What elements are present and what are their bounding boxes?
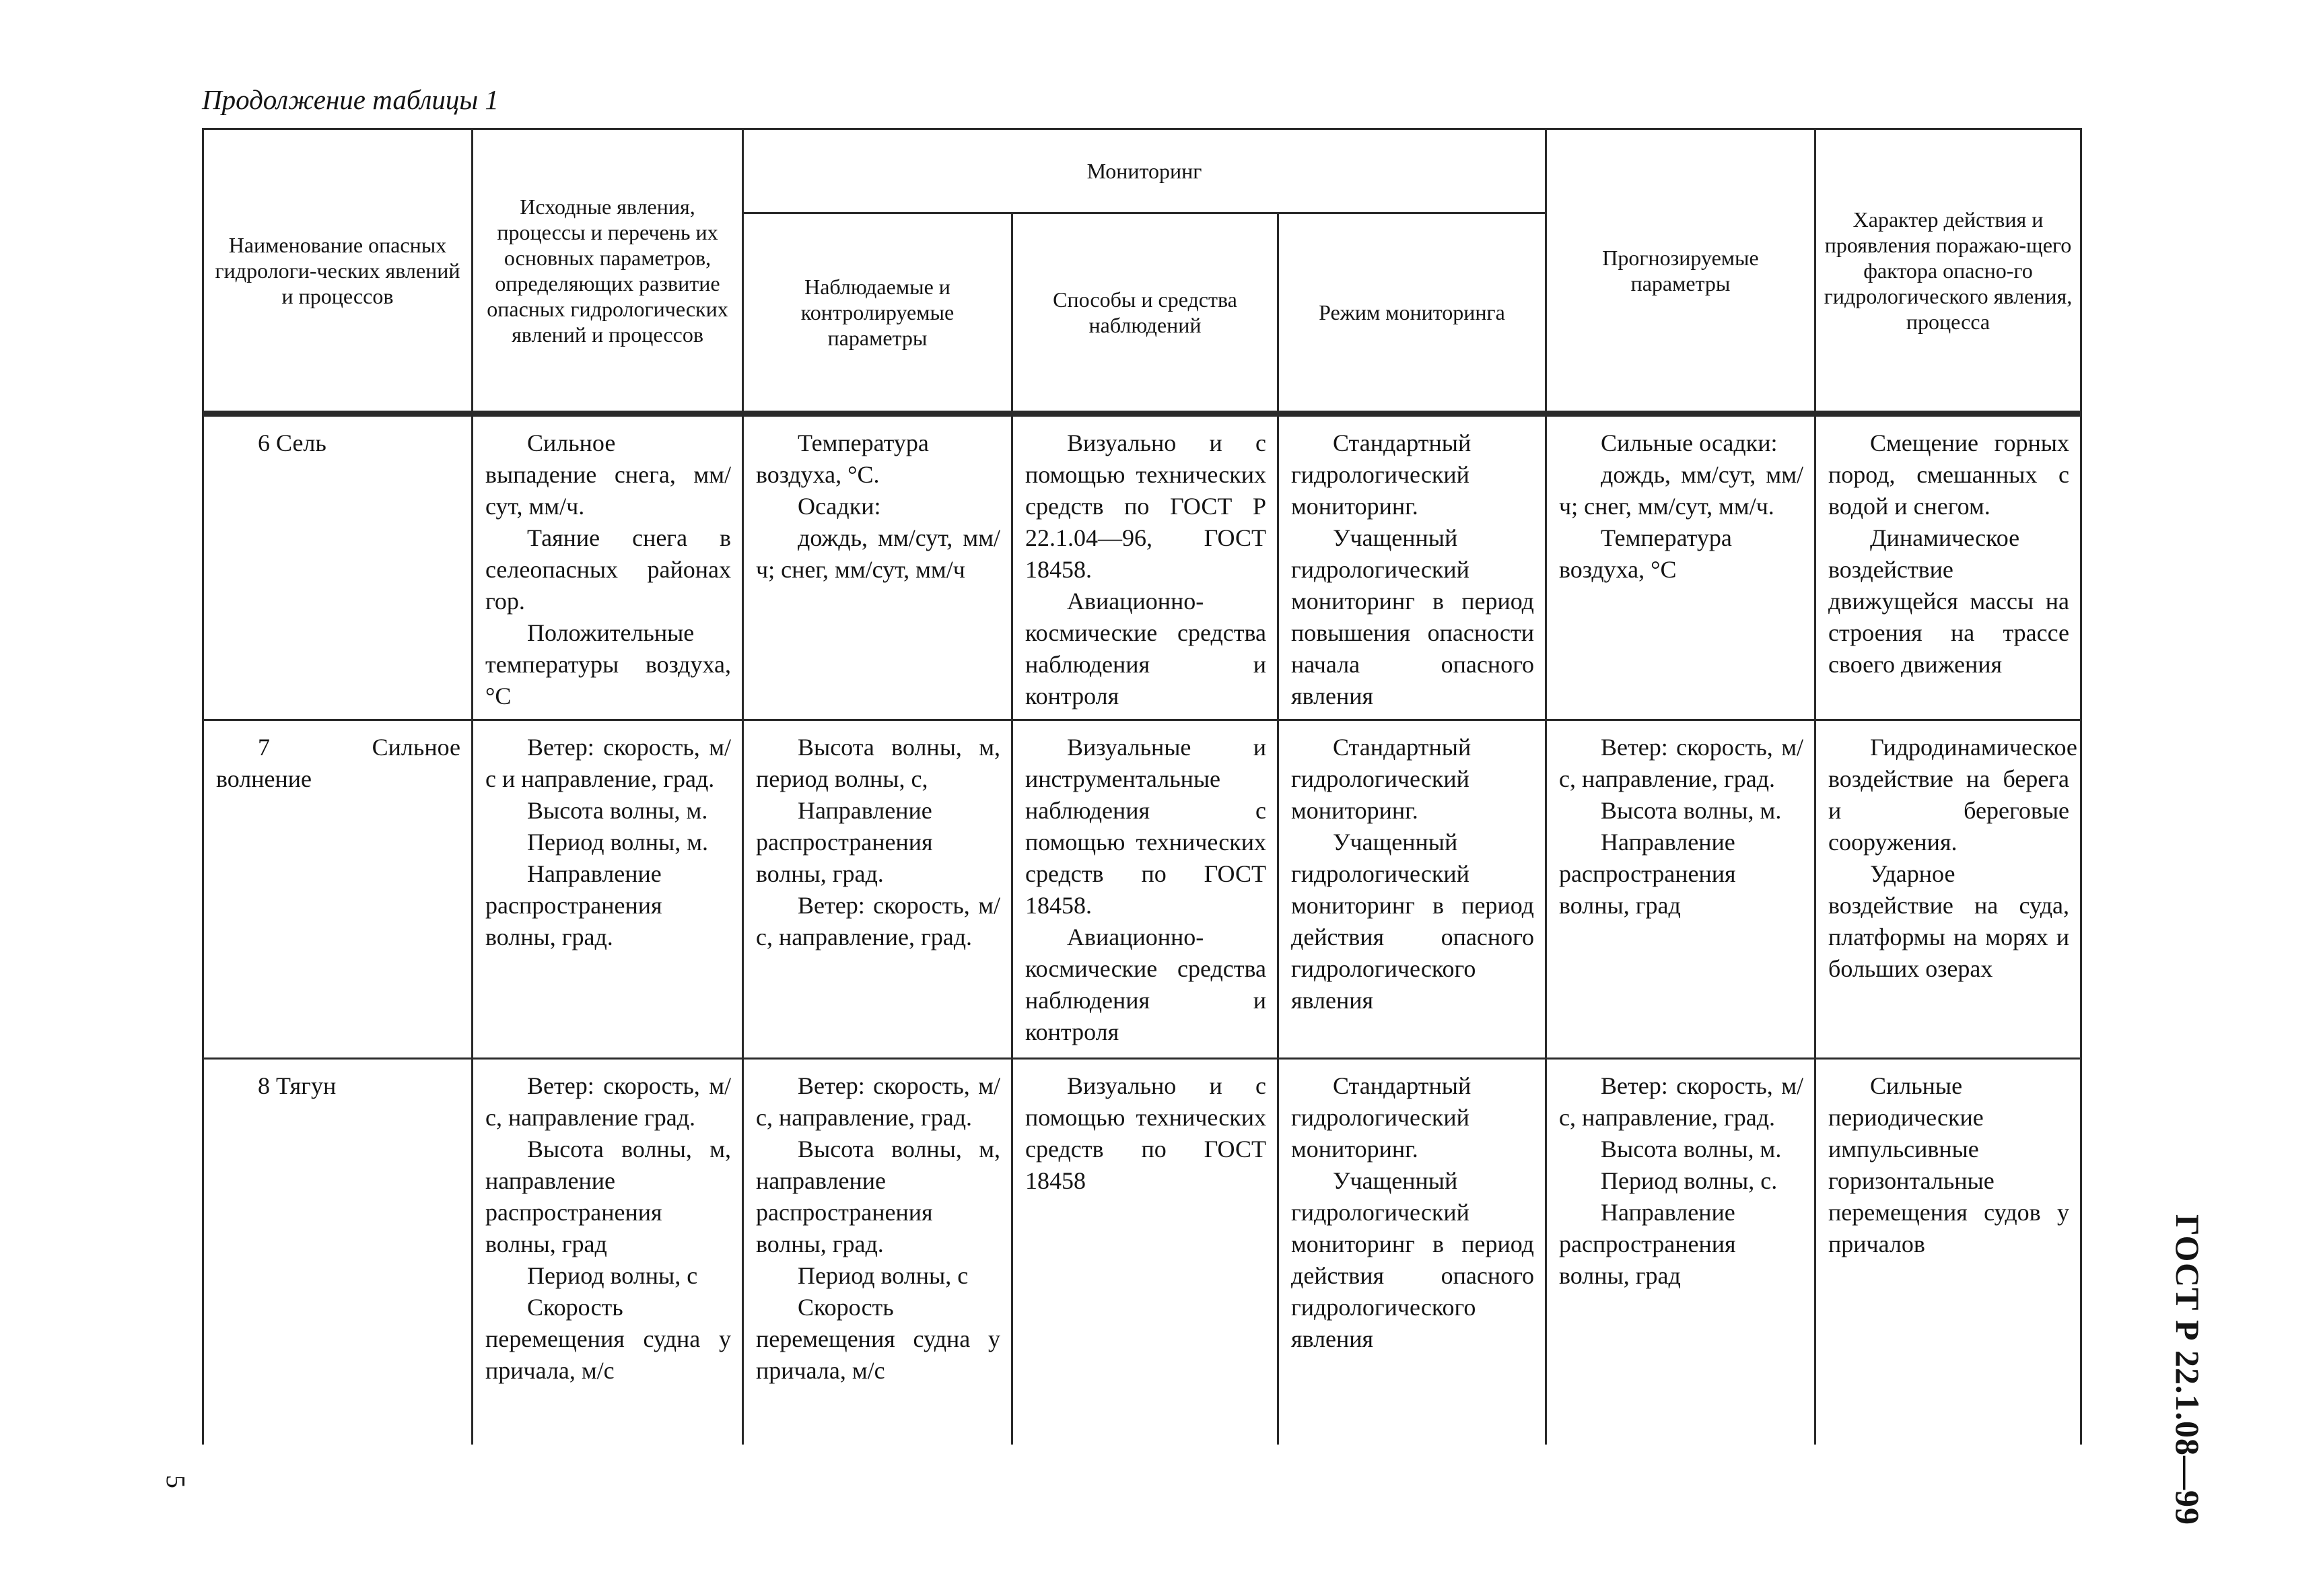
cell-paragraph: Период волны, с: [527, 1262, 698, 1289]
header-mode: Режим мониторинга: [1278, 213, 1546, 413]
cell-paragraph: Ударное воздействие на суда, платформы на морях и больших озерах: [1828, 860, 2069, 982]
cell-paragraph: Направление распространения волны, град: [1559, 1199, 1736, 1289]
cell-paragraph: Гидродинамическое воздействие на берега и береговые сооружения.: [1828, 734, 2077, 856]
table-row: [203, 720, 2081, 1059]
cell-paragraph: Ветер: скорость, м/с, направление град.: [485, 1072, 731, 1131]
hazard-name: 7 Сильное волнение: [216, 734, 460, 792]
cell-paragraph: Ветер: скорость, м/с, направление, град.: [756, 1072, 1000, 1131]
header-initial: Исходные явления, процессы и перечень их основных параметров, определяющих развитие опасных гидрологических явлений и процессов: [473, 129, 743, 413]
table-row: [203, 1059, 2081, 1445]
cell-paragraph: Высота волны, м, направление распространения волны, град.: [756, 1136, 1000, 1257]
cell-paragraph: Ветер: скорость, м/с, направление, град.: [1559, 734, 1803, 792]
cell-paragraph: Визуально и с помощью технических средств по ГОСТ 18458: [1025, 1072, 1266, 1194]
cell-paragraph: Направление распространения волны, град.: [485, 860, 662, 950]
cell-name: [203, 720, 473, 1059]
cell-paragraph: Стандартный гидрологический мониторинг.: [1291, 1072, 1471, 1163]
cell-paragraph: Высота волны, м.: [1601, 1136, 1782, 1163]
cell-paragraph: Положительные температуры воздуха, °С: [485, 619, 731, 709]
cell-paragraph: Учащенный гидрологический мониторинг в период действия опасного гидрологического явления: [1291, 1167, 1534, 1352]
cell-paragraph: Осадки:: [798, 493, 881, 520]
cell-paragraph: Стандартный гидрологический мониторинг.: [1291, 734, 1471, 824]
cell-initial: [473, 1059, 743, 1445]
cell-paragraph: Температура воздуха, °С.: [756, 429, 929, 488]
cell-paragraph: Высота волны, м, направление распространения волны, град: [485, 1136, 731, 1257]
cell-paragraph: дождь, мм/сут, мм/ч; снег, мм/сут, мм/ч: [756, 524, 1000, 583]
cell-observed: [743, 416, 1012, 720]
cell-observed: [743, 720, 1012, 1059]
monitoring-table: [202, 128, 2082, 1445]
cell-mode: [1278, 720, 1546, 1059]
cell-paragraph: Визуально и с помощью технических средств по ГОСТ Р 22.1.04—96, ГОСТ 18458.: [1025, 429, 1266, 583]
cell-forecast: [1546, 416, 1815, 720]
cell-paragraph: Высота волны, м, период волны, с,: [756, 734, 1000, 792]
cell-paragraph: Высота волны, м.: [1601, 797, 1782, 824]
cell-methods: [1012, 1059, 1278, 1445]
table-caption: Продолжение таблицы 1: [202, 84, 499, 115]
cell-paragraph: Учащенный гидрологический мониторинг в период повышения опасности начала опасного явления: [1291, 524, 1534, 709]
cell-paragraph: дождь, мм/сут, мм/ч; снег, мм/сут, мм/ч.: [1559, 461, 1803, 520]
cell-name: [203, 416, 473, 720]
cell-initial: [473, 416, 743, 720]
cell-paragraph: Таяние снега в селеопасных районах гор.: [485, 524, 731, 615]
cell-paragraph: Сильное выпадение снега, мм/сут, мм/ч.: [485, 429, 731, 520]
cell-impact: [1815, 1059, 2081, 1445]
cell-initial: [473, 720, 743, 1059]
cell-paragraph: Высота волны, м.: [527, 797, 708, 824]
cell-paragraph: Период волны, с.: [1601, 1167, 1778, 1194]
cell-impact: [1815, 416, 2081, 720]
cell-paragraph: Авиационно-космические средства наблюдения и контроля: [1025, 588, 1266, 709]
cell-paragraph: Период волны, м.: [527, 829, 708, 856]
cell-paragraph: Визуальные и инструментальные наблюдения с помощью технических средств по ГОСТ 18458.: [1025, 734, 1266, 919]
cell-forecast: [1546, 720, 1815, 1059]
header-forecast: Прогнозируемые параметры: [1546, 129, 1815, 413]
cell-paragraph: Скорость перемещения судна у причала, м/с: [485, 1294, 731, 1384]
cell-paragraph: Ветер: скорость, м/с, направление, град.: [756, 892, 1000, 950]
cell-paragraph: Сильные периодические импульсивные горизонтальные перемещения судов у причалов: [1828, 1072, 2069, 1257]
cell-name: [203, 1059, 473, 1445]
cell-forecast: [1546, 1059, 1815, 1445]
page-number-text: 5: [160, 1475, 191, 1488]
cell-paragraph: Температура воздуха, °С: [1559, 524, 1732, 583]
document-code-text: ГОСТ Р 22.1.08—99: [2169, 1214, 2207, 1526]
hazard-name: 8 Тягун: [258, 1072, 337, 1099]
header-observed: Наблюдаемые и контролируемые параметры: [743, 213, 1012, 413]
header-methods: Способы и средства наблюдений: [1012, 213, 1278, 413]
cell-paragraph: Направление распространения волны, град.: [756, 797, 933, 887]
cell-paragraph: Направление распространения волны, град: [1559, 829, 1736, 919]
header-impact: Характер действия и проявления поражаю-щего фактора опасно-го гидрологического явления, процесса: [1815, 129, 2081, 413]
page-number: [159, 1465, 193, 1498]
header-name: Наименование опасных гидрологи-ческих явлений и процессов: [203, 129, 473, 413]
cell-paragraph: Сильные осадки:: [1601, 429, 1778, 456]
cell-paragraph: Смещение горных пород, смешанных с водой и снегом.: [1828, 429, 2069, 520]
table-row: [203, 416, 2081, 720]
cell-methods: [1012, 720, 1278, 1059]
hazard-name: 6 Сель: [258, 429, 326, 456]
cell-impact: [1815, 720, 2081, 1059]
cell-mode: [1278, 416, 1546, 720]
document-code: [2164, 1214, 2211, 1526]
cell-paragraph: Скорость перемещения судна у причала, м/с: [756, 1294, 1000, 1384]
header-monitoring: Мониторинг: [743, 129, 1546, 213]
cell-paragraph: Стандартный гидрологический мониторинг.: [1291, 429, 1471, 520]
cell-paragraph: Ветер: скорость, м/с и направление, град.: [485, 734, 731, 792]
cell-observed: [743, 1059, 1012, 1445]
cell-paragraph: Динамическое воздействие движущейся массы на строения на трассе своего движения: [1828, 524, 2069, 678]
cell-paragraph: Авиационно-космические средства наблюдения и контроля: [1025, 924, 1266, 1045]
cell-paragraph: Период волны, с: [798, 1262, 969, 1289]
cell-paragraph: Учащенный гидрологический мониторинг в период действия опасного гидрологического явления: [1291, 829, 1534, 1014]
cell-paragraph: Ветер: скорость, м/с, направление, град.: [1559, 1072, 1803, 1131]
cell-methods: [1012, 416, 1278, 720]
cell-mode: [1278, 1059, 1546, 1445]
